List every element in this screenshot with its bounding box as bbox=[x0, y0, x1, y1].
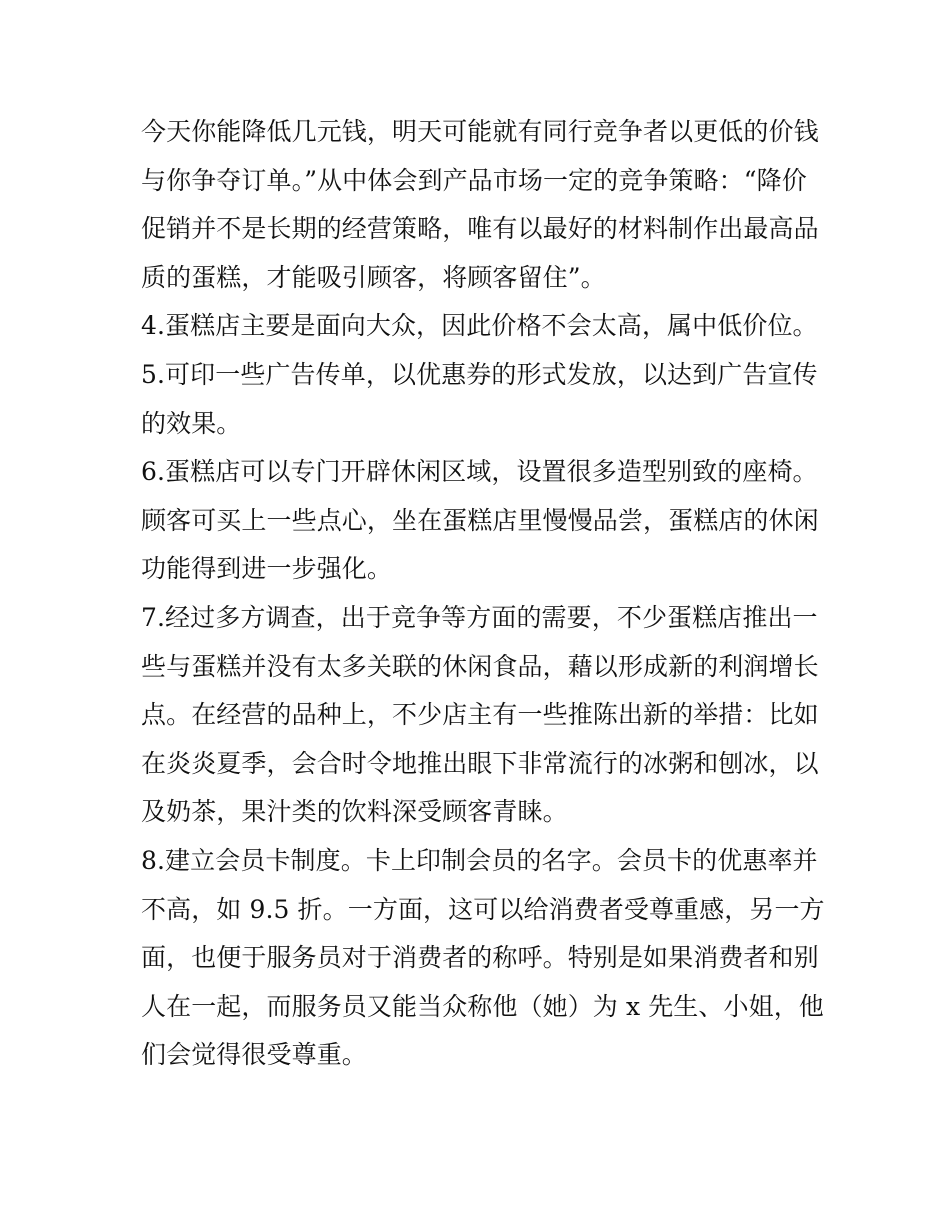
text-line-15: 及奶茶，果汁类的饮料深受顾客青睐。 bbox=[141, 797, 568, 827]
text-line-10: 功能得到进一步强化。 bbox=[141, 554, 393, 584]
text-line-12: 些与蛋糕并没有太多关联的休闲食品，藉以形成新的利润增长 bbox=[141, 651, 819, 681]
text-line-20: 们会觉得很受尊重。 bbox=[141, 1040, 367, 1070]
text-line-14: 在炎炎夏季，会合时令地推出眼下非常流行的冰粥和刨冰，以 bbox=[141, 748, 819, 778]
text-line-16: 8.建立会员卡制度。卡上印制会员的名字。会员卡的优惠率并 bbox=[141, 845, 818, 875]
text-line-11: 7.经过多方调查，出于竞争等方面的需要，不少蛋糕店推出一 bbox=[141, 602, 818, 632]
text-line-17: 不高，如 9.5 折。一方面，这可以给消费者受尊重感，另一方 bbox=[141, 894, 825, 924]
text-line-1: 今天你能降低几元钱，明天可能就有同行竞争者以更低的价钱 bbox=[141, 117, 819, 146]
text-line-7: 的效果。 bbox=[141, 408, 242, 438]
text-line-4: 质的蛋糕，才能吸引顾客，将顾客留住”。 bbox=[141, 262, 606, 292]
text-line-13: 点。在经营的品种上，不少店主有一些推陈出新的举措：比如 bbox=[141, 700, 819, 730]
text-line-6: 5.可印一些广告传单，以优惠券的形式发放，以达到广告宣传 bbox=[141, 359, 818, 389]
text-line-2: 与你争夺订单。”从中体会到产品市场一定的竞争策略：“降价 bbox=[141, 165, 807, 195]
text-line-5: 4.蛋糕店主要是面向大众，因此价格不会太高，属中低价位。 bbox=[141, 311, 818, 341]
text-line-8: 6.蛋糕店可以专门开辟休闲区域，设置很多造型别致的座椅。 bbox=[141, 457, 818, 487]
text-line-18: 面，也便于服务员对于消费者的称呼。特别是如果消费者和别 bbox=[141, 943, 819, 973]
text-line-19: 人在一起，而服务员又能当众称他（她）为 x 先生、小姐，他 bbox=[141, 991, 824, 1021]
text-line-3: 促销并不是长期的经营策略，唯有以最好的材料制作出最高品 bbox=[141, 214, 819, 244]
document-body bbox=[141, 108, 825, 1080]
text-line-9: 顾客可买上一些点心，坐在蛋糕店里慢慢品尝，蛋糕店的休闲 bbox=[141, 505, 819, 535]
